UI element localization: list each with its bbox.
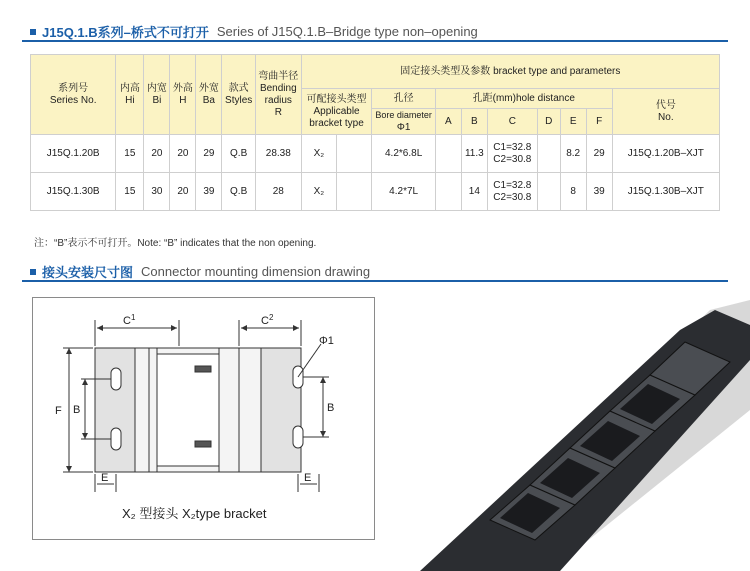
cell-h: 20: [170, 173, 196, 211]
cell-style: Q.B: [222, 135, 256, 173]
cell-radius: 28: [255, 173, 301, 211]
cell-d: [537, 173, 560, 211]
cell-b: 11.3: [461, 135, 487, 173]
header-styles: 款式 Styles: [222, 55, 256, 135]
cell-c: C1=32.8 C2=30.8: [487, 173, 537, 211]
label-f: F: [55, 405, 62, 417]
cable-chain-illustration: [420, 300, 750, 571]
cell-a: [435, 173, 461, 211]
table-row: [31, 135, 720, 173]
header-bore-sub: Bore diameter Φ1: [372, 109, 435, 135]
header-bi: 内宽 Bi: [144, 55, 170, 135]
header-f: F: [586, 109, 612, 135]
header-e: E: [560, 109, 586, 135]
cell-bracket: X₂: [301, 173, 336, 211]
cell-series: J15Q.1.20B: [31, 135, 116, 173]
cell-series: J15Q.1.30B: [31, 173, 116, 211]
section-title-en: Connector mounting dimension drawing: [141, 264, 371, 279]
header-bore: 孔径: [372, 89, 435, 109]
label-c2: $C^2$: [261, 313, 274, 327]
header-series: 系列号 Series No.: [31, 55, 116, 135]
header-bending-radius: 弯曲半径 Bending radius R: [255, 55, 301, 135]
cell-a: [435, 135, 461, 173]
cell-bracket: X₂: [301, 135, 336, 173]
header-bracket-params: 固定接头类型及参数 bracket type and parameters: [301, 55, 719, 89]
label-c1: $C^1$: [123, 313, 136, 327]
cell-b: 14: [461, 173, 487, 211]
header-hole-distance: 孔距(mm)hole distance: [435, 89, 612, 109]
section-title-cn: 接头安装尺寸图: [42, 265, 134, 280]
bullet-square-icon: [30, 29, 36, 35]
cell-code: J15Q.1.30B–XJT: [612, 173, 719, 211]
label-phi: Φ1: [319, 335, 334, 347]
drawing-caption: X₂ 型接头 X₂type bracket: [122, 506, 267, 521]
label-b-right: B: [327, 402, 335, 414]
cell-e: 8.2: [560, 135, 586, 173]
cell-hi: 15: [116, 173, 144, 211]
cell-f: 29: [586, 135, 612, 173]
header-h: 外高 H: [170, 55, 196, 135]
cell-empty: [337, 173, 372, 211]
header-code: 代号 No.: [612, 89, 719, 135]
cell-radius: 28.38: [255, 135, 301, 173]
header-bracket-type: 可配接头类型 Applicable bracket type: [301, 89, 372, 135]
section-title-cn: J15Q.1.B系列–桥式不可打开: [42, 25, 209, 40]
cell-ba: 39: [196, 173, 222, 211]
spec-table: [30, 54, 720, 211]
section-divider: [22, 40, 728, 42]
section-title-en: Series of J15Q.1.B–Bridge type non–opening: [216, 24, 478, 39]
label-b-left: B: [73, 404, 81, 416]
label-e-left: E: [101, 472, 109, 484]
cell-code: J15Q.1.20B–XJT: [612, 135, 719, 173]
header-d: D: [537, 109, 560, 135]
note-text: 注：“B”表示不可打开。Note: “B” indicates that the non opening.: [34, 238, 317, 249]
bullet-square-icon: [30, 269, 36, 275]
section-title-drawing: [30, 262, 370, 281]
cell-f: 39: [586, 173, 612, 211]
label-e-right: E: [304, 472, 312, 484]
header-b: B: [461, 109, 487, 135]
cell-h: 20: [170, 135, 196, 173]
table-row: [31, 173, 720, 211]
cell-bore: 4.2*6.8L: [372, 135, 435, 173]
section-divider: [22, 280, 728, 282]
cell-ba: 29: [196, 135, 222, 173]
header-hi: 内高 Hi: [116, 55, 144, 135]
cell-e: 8: [560, 173, 586, 211]
cell-bi: 30: [144, 173, 170, 211]
header-ba: 外宽 Ba: [196, 55, 222, 135]
section-title-series: [30, 22, 478, 41]
header-c: C: [487, 109, 537, 135]
header-a: A: [435, 109, 461, 135]
cell-bore: 4.2*7L: [372, 173, 435, 211]
cell-c: C1=32.8 C2=30.8: [487, 135, 537, 173]
cell-empty: [337, 135, 372, 173]
cell-bi: 20: [144, 135, 170, 173]
cable-chain-photo: [380, 290, 750, 571]
cell-style: Q.B: [222, 173, 256, 211]
cell-d: [537, 135, 560, 173]
cell-hi: 15: [116, 135, 144, 173]
